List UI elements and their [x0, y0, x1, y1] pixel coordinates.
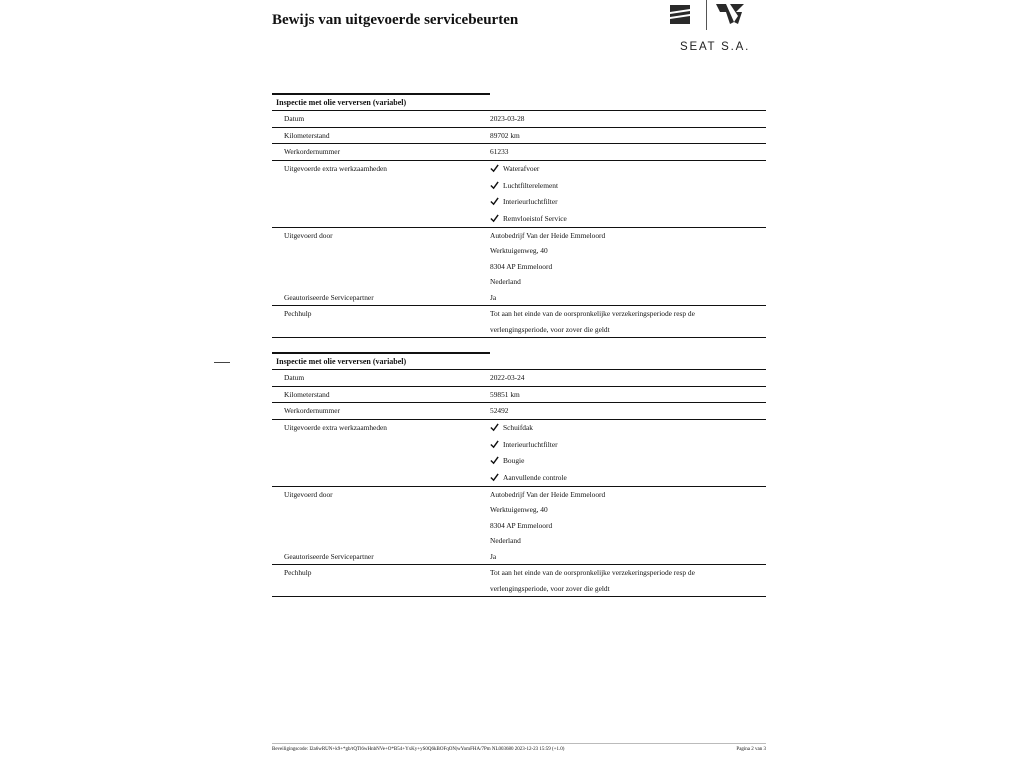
security-code: Beveiligingscode: I2a6wRUN+k9+*gb/tQTl6wHnbNVe+O*B54+YxKy+yS0Q6kBOFqON|wYomFHA/7Pm NL003680 2023-12-23 15:59 (+1.0) — [272, 747, 565, 752]
mileage-value: 59851 km — [490, 389, 520, 399]
partner-value: Ja — [490, 551, 497, 561]
table-row — [272, 402, 766, 419]
address-line: Nederland — [490, 277, 521, 286]
seat-logo-icon — [670, 5, 690, 24]
list-item — [490, 177, 766, 194]
performed-by-value — [490, 487, 766, 549]
extra-work-label: Waterafvoer — [503, 164, 540, 173]
table-row — [272, 227, 766, 290]
extra-work-label: Schuifdak — [503, 423, 533, 432]
list-item — [490, 453, 766, 470]
checkmark-icon — [490, 456, 499, 465]
address-line: 8304 AP Emmeloord — [490, 520, 553, 530]
address-line: Autobedrijf Van der Heide Emmeloord — [490, 230, 606, 240]
roadside-line: Tot aan het einde van de oorspronkelijke verzekeringsperiode resp de — [490, 309, 695, 318]
service-record-2 — [272, 352, 766, 597]
checkmark-icon — [490, 473, 499, 482]
row-label: Geautoriseerde Servicepartner — [284, 551, 374, 561]
roadside-line: Tot aan het einde van de oorspronkelijke verzekeringsperiode resp de — [490, 568, 695, 577]
list-item — [490, 194, 766, 211]
row-label: Uitgevoerde extra werkzaamheden — [284, 163, 388, 173]
checkmark-icon — [490, 181, 499, 190]
checkmark-icon — [490, 197, 499, 206]
address-line: Nederland — [490, 536, 521, 545]
row-label: Werkordernummer — [284, 147, 341, 156]
table-row — [272, 386, 766, 403]
brand-text: SEAT S.A. — [680, 41, 751, 53]
row-label: Werkordernummer — [284, 406, 341, 415]
table-row — [272, 486, 766, 549]
section-header: Inspectie met olie verversen (variabel) — [272, 93, 490, 110]
address-line: Werktuigenweg, 40 — [490, 505, 548, 514]
pech-label: Pechhulp — [284, 309, 312, 318]
checkmark-icon — [490, 423, 499, 432]
performed-by-value — [490, 228, 766, 290]
row-label: Uitgevoerde extra werkzaamheden — [284, 422, 388, 432]
list-item — [490, 210, 766, 227]
logo-divider — [706, 0, 707, 30]
table-row — [272, 143, 766, 160]
row-label: Datum — [284, 114, 305, 123]
extra-work-label: Interieurluchtfilter — [503, 439, 558, 449]
extra-work-label: Luchtfilterelement — [503, 180, 558, 190]
extra-work-label: Aanvullende controle — [503, 472, 567, 482]
record-table — [272, 369, 766, 597]
page-number: Pagina 2 van 3 — [736, 747, 766, 752]
mileage-value: 89702 km — [490, 130, 520, 140]
checkmark-icon — [490, 164, 499, 173]
date-value: 2023-03-28 — [490, 114, 525, 123]
row-label: Uitgevoerd door — [284, 230, 333, 240]
extra-work-label: Remvloeistof Service — [503, 213, 567, 223]
roadside-line: verlengingsperiode, voor zover die geldt — [490, 324, 610, 334]
section-header: Inspectie met olie verversen (variabel) — [272, 352, 490, 369]
roadside-assistance-value — [490, 306, 766, 337]
extra-work-list — [490, 420, 766, 486]
roadside-assistance-value — [490, 565, 766, 596]
checkmark-icon — [490, 214, 499, 223]
page-title: Bewijs van uitgevoerde servicebeurten — [272, 12, 519, 28]
list-item — [490, 469, 766, 486]
side-marker — [214, 362, 230, 363]
table-row — [272, 564, 766, 596]
row-label: Pechhulp — [284, 568, 312, 577]
address-line: Werktuigenweg, 40 — [490, 246, 548, 255]
row-label: Datum — [284, 373, 305, 382]
page-footer — [272, 743, 766, 752]
row-label: Kilometerstand — [284, 130, 330, 140]
table-row — [272, 549, 766, 565]
list-item — [490, 420, 766, 437]
work-order-value: 61233 — [490, 147, 509, 156]
cupra-logo-icon — [716, 4, 744, 24]
service-record-1 — [272, 93, 766, 338]
extra-work-list — [490, 161, 766, 227]
table-row — [272, 419, 766, 486]
partner-value-cell — [490, 290, 766, 306]
roadside-line: verlengingsperiode, voor zover die geldt — [490, 583, 610, 593]
row-label: Uitgevoerd door — [284, 489, 333, 499]
row-label — [272, 306, 490, 337]
table-row — [272, 370, 766, 386]
table-row — [272, 305, 766, 337]
date-value: 2022-03-24 — [490, 373, 525, 382]
record-table — [272, 110, 766, 338]
work-order-value: 52492 — [490, 406, 509, 415]
extra-work-label: Bougie — [503, 456, 525, 465]
extra-work-label: Interieurluchtfilter — [503, 197, 558, 206]
partner-value: Ja — [490, 292, 497, 302]
address-line: 8304 AP Emmeloord — [490, 261, 553, 271]
table-row — [272, 160, 766, 227]
table-row — [272, 111, 766, 127]
table-row — [272, 290, 766, 306]
table-row — [272, 127, 766, 144]
row-label: Geautoriseerde Servicepartner — [284, 292, 374, 302]
address-line: Autobedrijf Van der Heide Emmeloord — [490, 489, 606, 499]
list-item — [490, 161, 766, 178]
list-item — [490, 436, 766, 453]
checkmark-icon — [490, 440, 499, 449]
row-label: Kilometerstand — [284, 389, 330, 399]
